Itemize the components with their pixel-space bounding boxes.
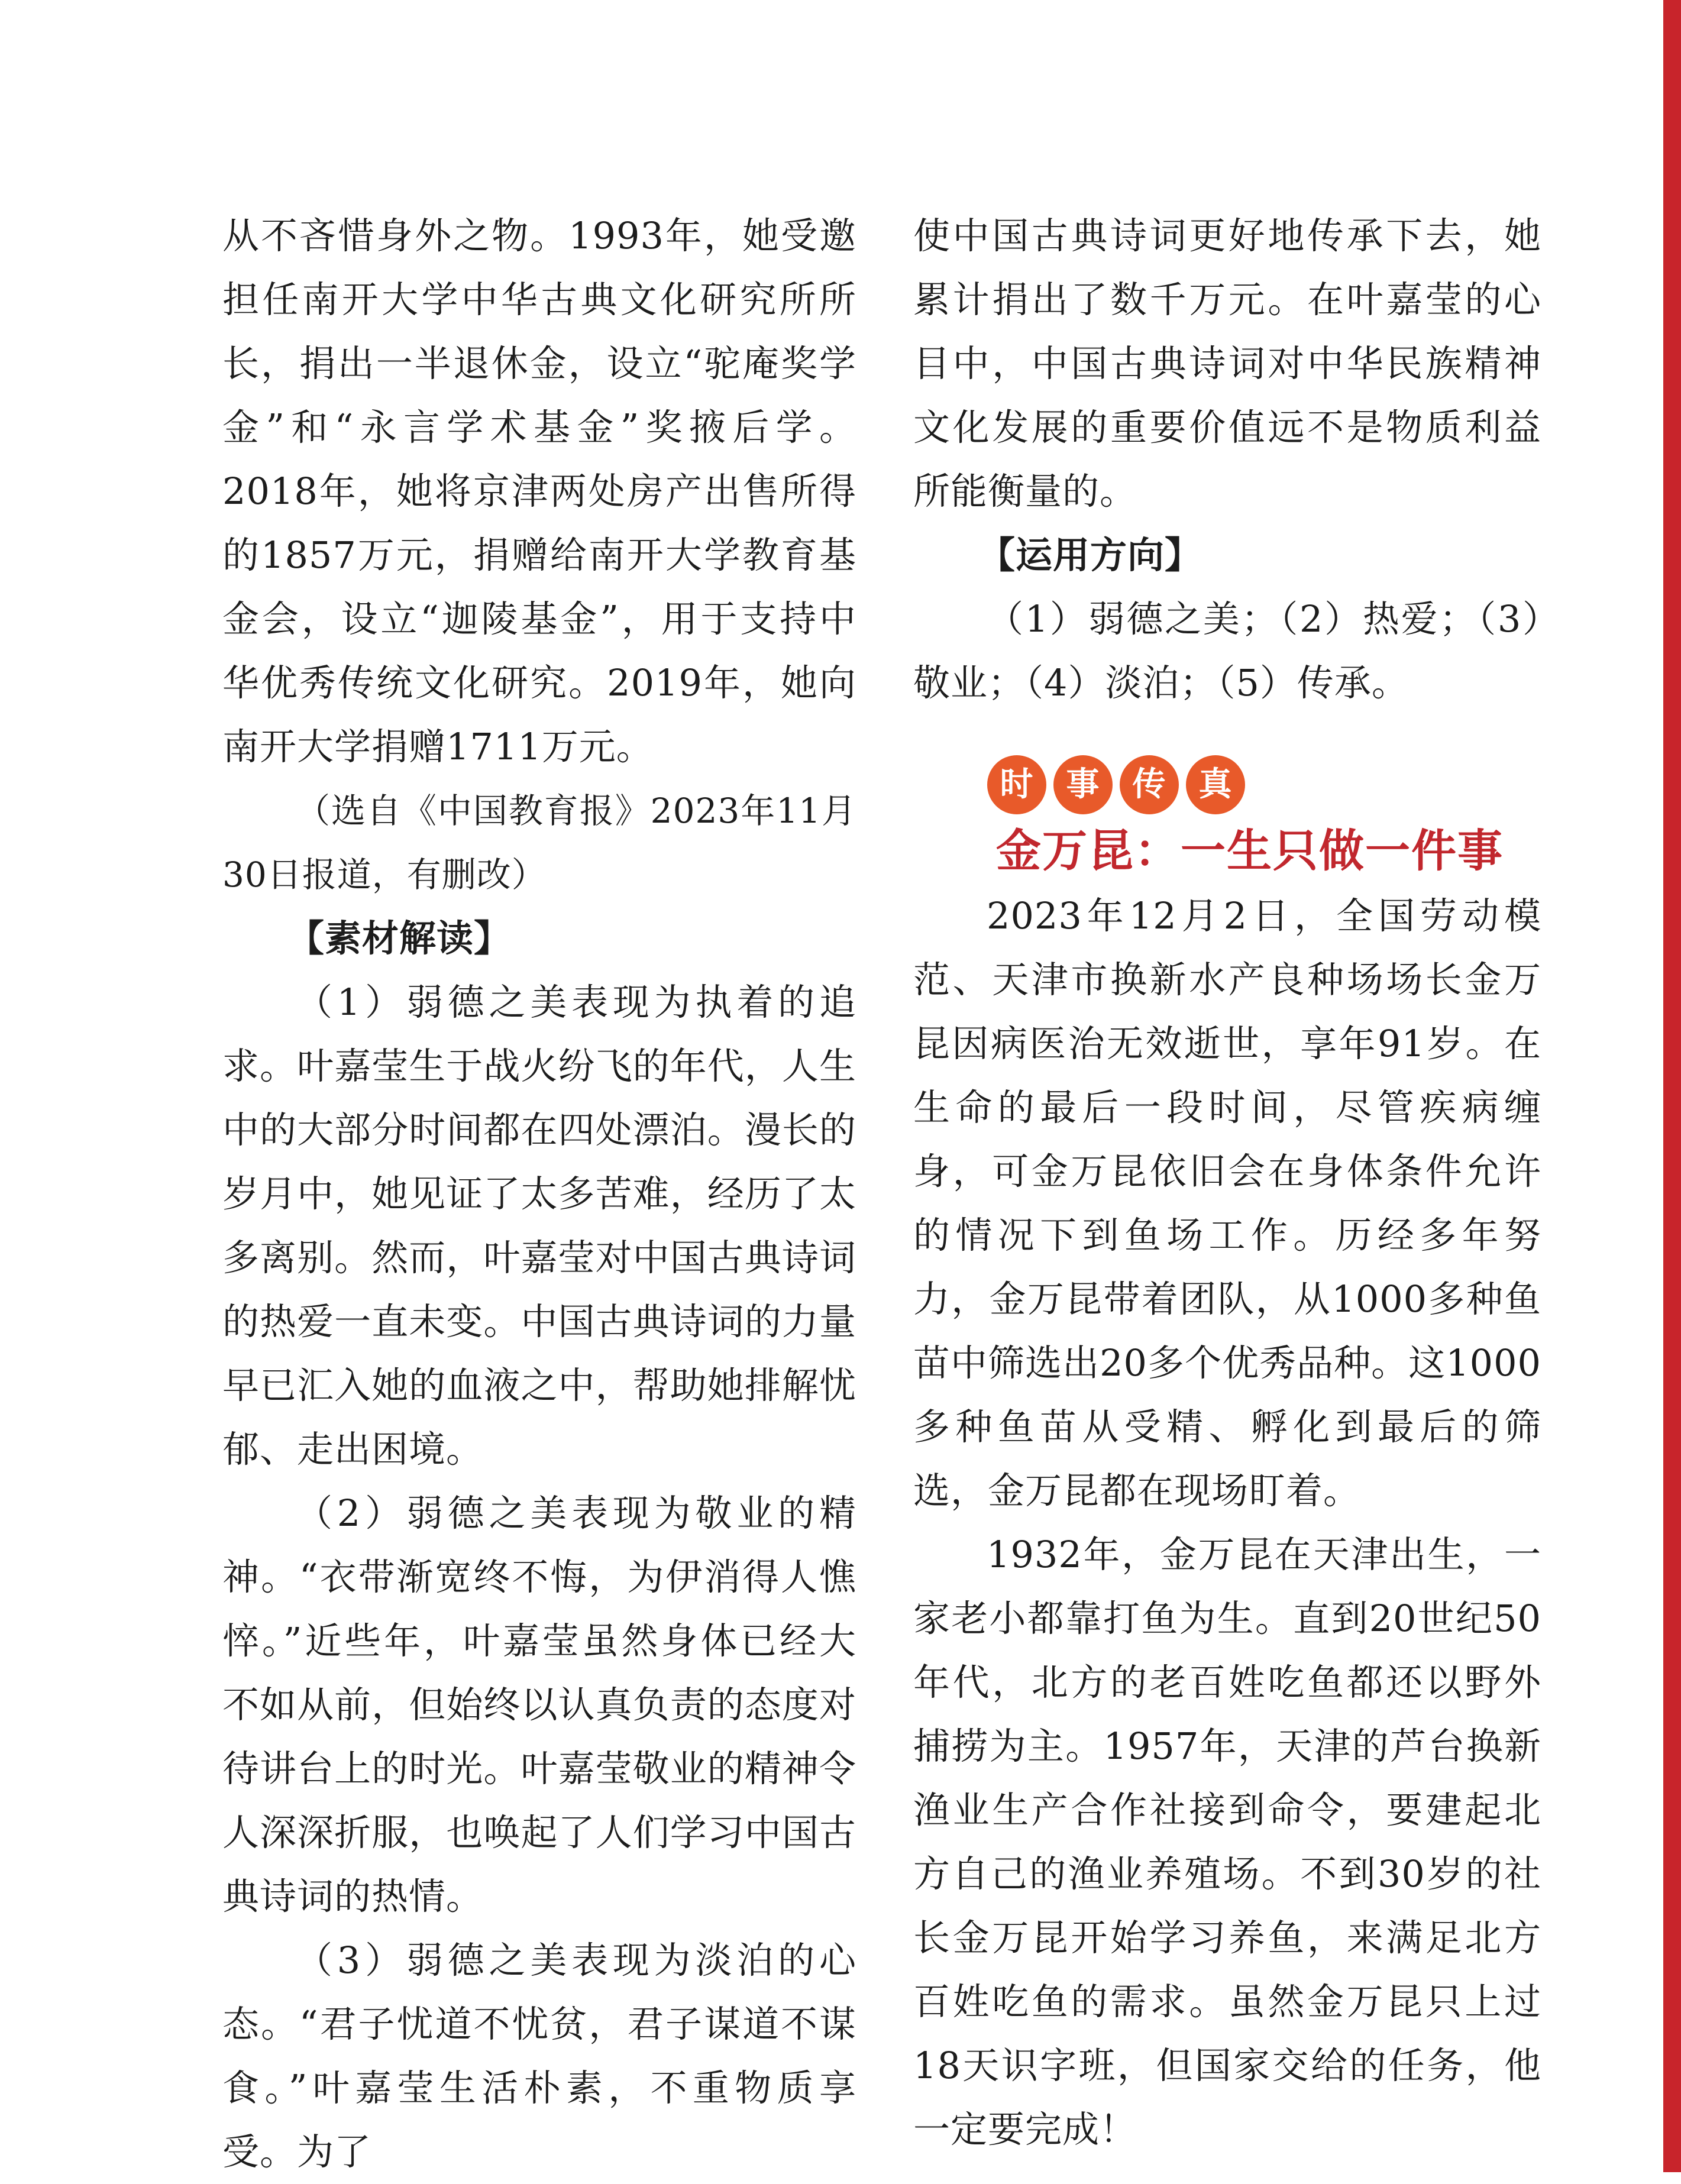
page-edge-strip [1663,0,1681,2172]
section-badge: 传 [1120,755,1179,814]
point-2-paragraph: （2）弱德之美表现为敬业的精神。“衣带渐宽终不悔，为伊消得人憔悴。”近些年，叶嘉莹虽然身体已经大不如从前，但始终以认真负责的态度对待讲台上的时光。叶嘉莹敬业的精神令人深深折服，也唤起了人们学习中国古典诗词的热情。 [222,1491,856,1918]
point-1-paragraph: （1）弱德之美表现为执着的追求。叶嘉莹生于战火纷飞的年代，人生中的大部分时间都在四处漂泊。漫长的岁月中，她见证了太多苦难，经历了太多离别。然而，叶嘉莹对中国古典诗词的热爱一直未变。中国古典诗词的力量早已汇入她的血液之中，帮助她排解忧郁、走出困境。 [222,981,856,1471]
article-paragraph-2: 1932年，金万昆在天津出生，一家老小都靠打鱼为生。直到20世纪50年代，北方的老百姓吃鱼都还以野外捕捞为主。1957年，天津的芦台换新渔业生产合作社接到命令，要建起北方自己的渔业养殖场。不到30岁的社长金万昆开始学习养鱼，来满足北方百姓吃鱼的需求。虽然金万昆只上过18天识字班，但国家交给的任务，他一定要完成！ [913,1533,1541,2151]
article-paragraph-1: 2023年12月2日，全国劳动模范、天津市换新水产良种场场长金万昆因病医治无效逝世，享年91岁。在生命的最后一段时间，尽管疾病缠身，可金万昆依旧会在身体条件允许的情况下到鱼场工作。历经多年努力，金万昆带着团队，从1000多种鱼苗中筛选出20多个优秀品种。这1000多种鱼苗从受精、孵化到最后的筛选，金万昆都在现场盯着。 [913,894,1541,1512]
section-badge: 真 [1186,755,1245,814]
intro-paragraph: 从不吝惜身外之物。1993年，她受邀担任南开大学中华古典文化研究所所长，捐出一半退休金，设立“驼庵奖学金”和“永言学术基金”奖掖后学。2018年，她将京津两处房产出售所得的1857万元，捐赠给南开大学教育基金会，设立“迦陵基金”，用于支持中华优秀传统文化研究。2019年，她向南开大学捐赠1711万元。 [222,214,856,768]
section-badge-group [987,755,1541,818]
source-note: （选自《中国教育报》2023年11月30日报道，有删改） [222,791,856,895]
article-title: 金万昆：一生只做一件事 [996,824,1504,877]
section-badge: 事 [1053,755,1113,814]
section-badge: 时 [987,755,1046,814]
left-column [222,204,856,2184]
usage-paragraph: （1）弱德之美；（2）热爱；（3）敬业；（4）淡泊；（5）传承。 [913,597,1541,704]
point-3-paragraph: （3）弱德之美表现为淡泊的心态。“君子忧道不忧贫，君子谋道不谋食。”叶嘉莹生活朴素，不重物质享受。为了 [222,1939,856,2173]
continued-paragraph: 使中国古典诗词更好地传承下去，她累计捐出了数千万元。在叶嘉莹的心目中，中国古典诗词对中华民族精神文化发展的重要价值远不是物质利益所能衡量的。 [913,214,1541,513]
heading-material-interpretation: 【素材解读】 [287,917,512,960]
right-column [913,204,1541,2162]
heading-usage-direction: 【运用方向】 [978,533,1202,577]
